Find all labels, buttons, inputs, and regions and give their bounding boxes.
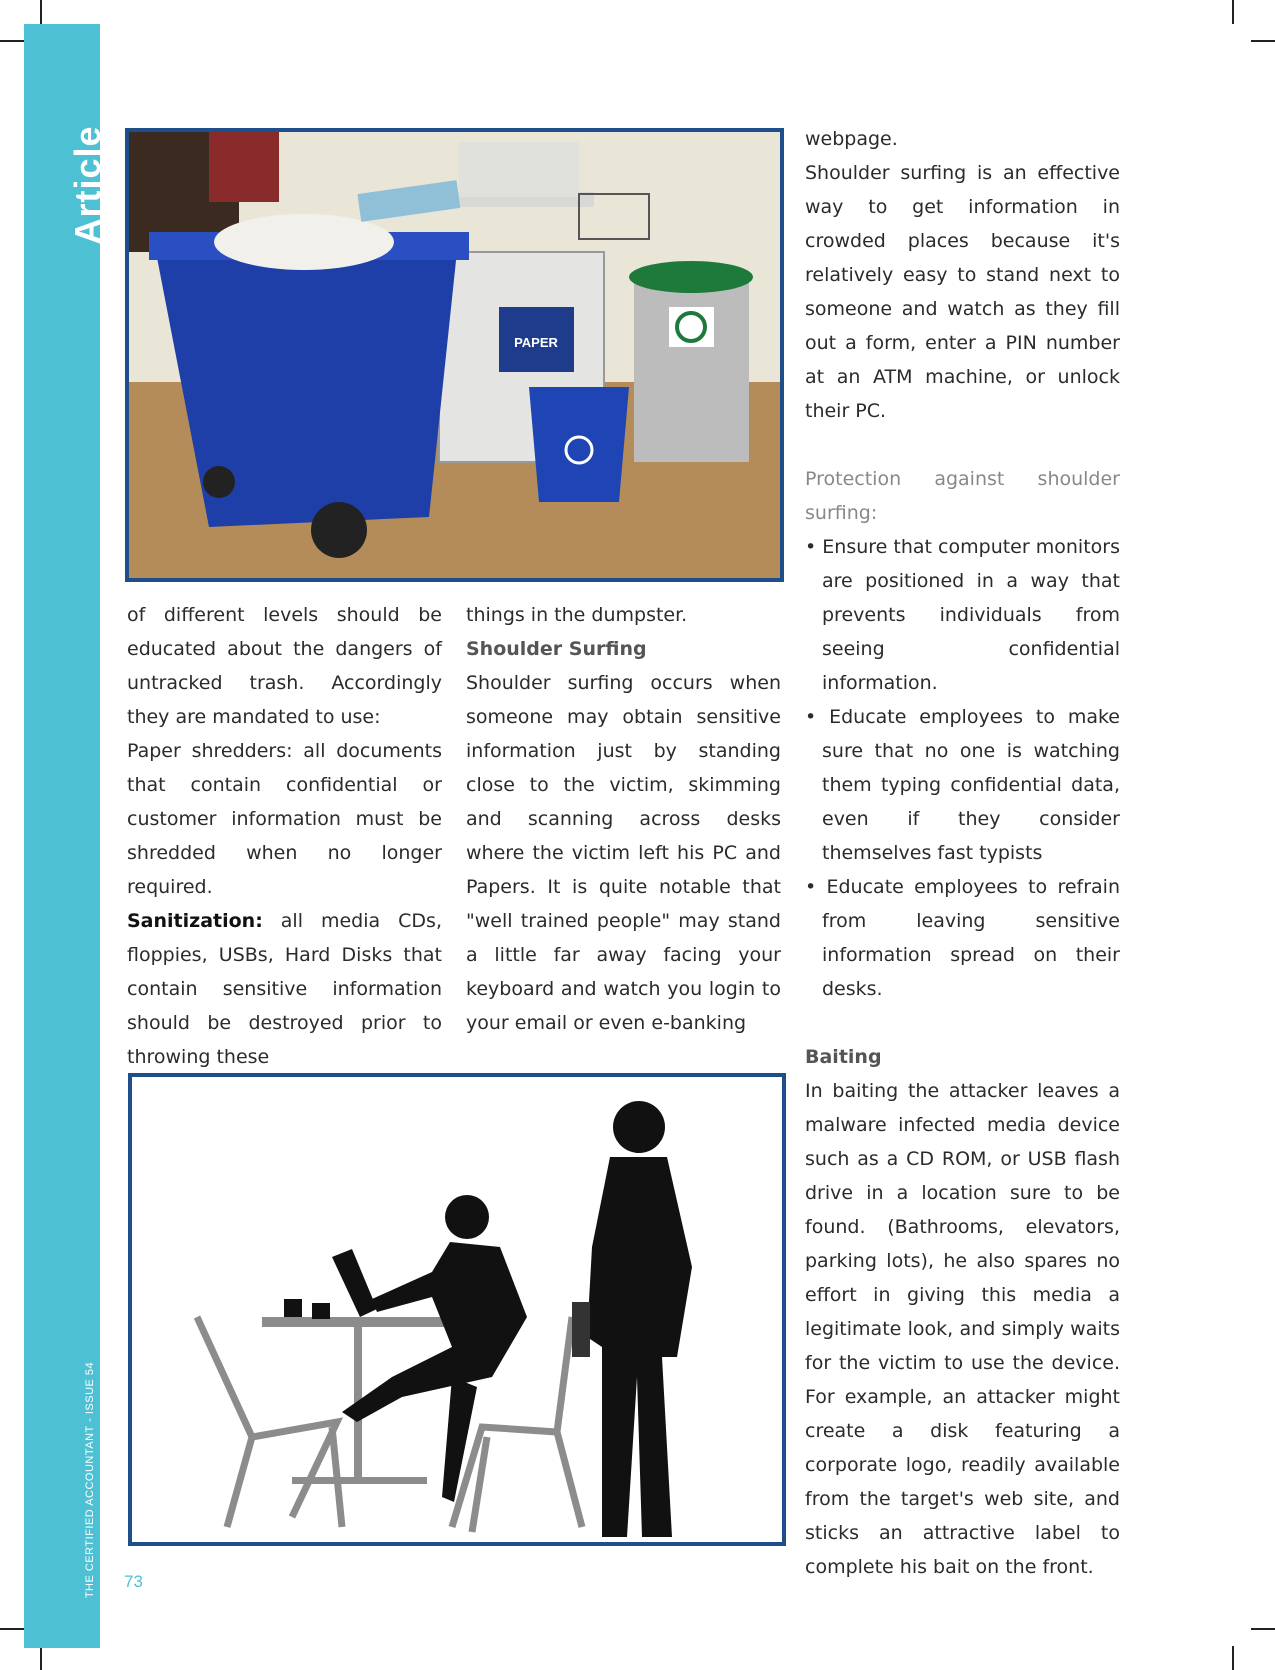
crop-mark <box>1232 0 1234 24</box>
baiting-heading: Baiting <box>805 1046 882 1068</box>
issue-label-text: THE CERTIFIED ACCOUNTANT - ISSUE 54 <box>84 1361 96 1599</box>
mid-paragraph-2: Shoulder surfing occurs when someone may obtain sensitive information just by standing close to the victim, skimming and scanning across desks where the victim left his PC and Papers. It is quite notable that "well trained people" may stand a little far away facing your keyboard and watch you login to your email or even e-banking <box>466 672 781 1034</box>
bullet-item: • Educate employees to make sure that no one is watching them typing confidential data, even if they consider themselves fast typists <box>805 706 1120 864</box>
crop-mark <box>40 1646 42 1670</box>
crop-mark <box>0 40 24 42</box>
bullet-item: • Ensure that computer monitors are positioned in a way that prevents individuals from seeing confidential information. <box>805 536 1120 694</box>
crop-mark <box>0 1628 24 1630</box>
section-label-text: Article <box>67 125 108 245</box>
column-left <box>127 598 442 1074</box>
left-paragraph-3 <box>127 904 442 1074</box>
column-middle <box>466 598 781 1040</box>
right-paragraph-2: Shoulder surfing is an effective way to get information in crowded places because it's relatively easy to stand next to someone and watch as they fill out a form, enter a PIN number at an ATM machine, or unlock their PC. <box>805 162 1120 422</box>
bin-sign-text: PAPER <box>514 335 558 350</box>
right-paragraph-1: webpage. <box>805 128 898 150</box>
crop-mark <box>1251 40 1275 42</box>
right-paragraph-3: In baiting the attacker leaves a malware infected media device such as a CD ROM, or USB flash drive in a location sure to be found. (Bathrooms, elevators, parking lots), he also spares no effort in giving this media a legitimate look, and simply waits for the victim to use the device. For example, an attacker might create a disk featuring a corporate logo, readily available from the target's web site, and sticks an attractive label to complete his bait on the front. <box>805 1080 1120 1578</box>
mid-paragraph-1: things in the dumpster. <box>466 604 688 626</box>
sanitization-text: all media CDs, floppies, USBs, Hard Disks that contain sensitive information should be destroyed prior to throwing these <box>127 910 442 1068</box>
spacer <box>805 1006 1120 1040</box>
left-paragraph-2: Paper shredders: all documents that contain confidential or customer information must be shredded when no longer required. <box>127 740 442 898</box>
spacer <box>805 428 1120 462</box>
column-right <box>805 122 1120 1584</box>
shoulder-surfing-illustration <box>128 1073 786 1546</box>
sanitization-label: Sanitization: <box>127 910 263 932</box>
issue-label <box>80 1361 100 1599</box>
protection-heading: Protection against shoulder surfing: <box>805 468 1120 524</box>
recycling-bins-illustration <box>129 132 780 578</box>
shoulder-surfing-heading: Shoulder Surfing <box>466 638 647 660</box>
crop-mark <box>1251 1628 1275 1630</box>
recycling-bins-photo <box>125 128 784 582</box>
page-number: 73 <box>124 1572 143 1591</box>
crop-mark <box>40 0 42 24</box>
silhouette-scene <box>132 1077 782 1542</box>
crop-mark <box>1232 1646 1234 1670</box>
bullet-item: • Educate employees to refrain from leaving sensitive information spread on their desks. <box>805 876 1120 1000</box>
section-label <box>67 125 108 245</box>
left-paragraph-1: of different levels should be educated about the dangers of untracked trash. Accordingly they are mandated to use: <box>127 604 442 728</box>
